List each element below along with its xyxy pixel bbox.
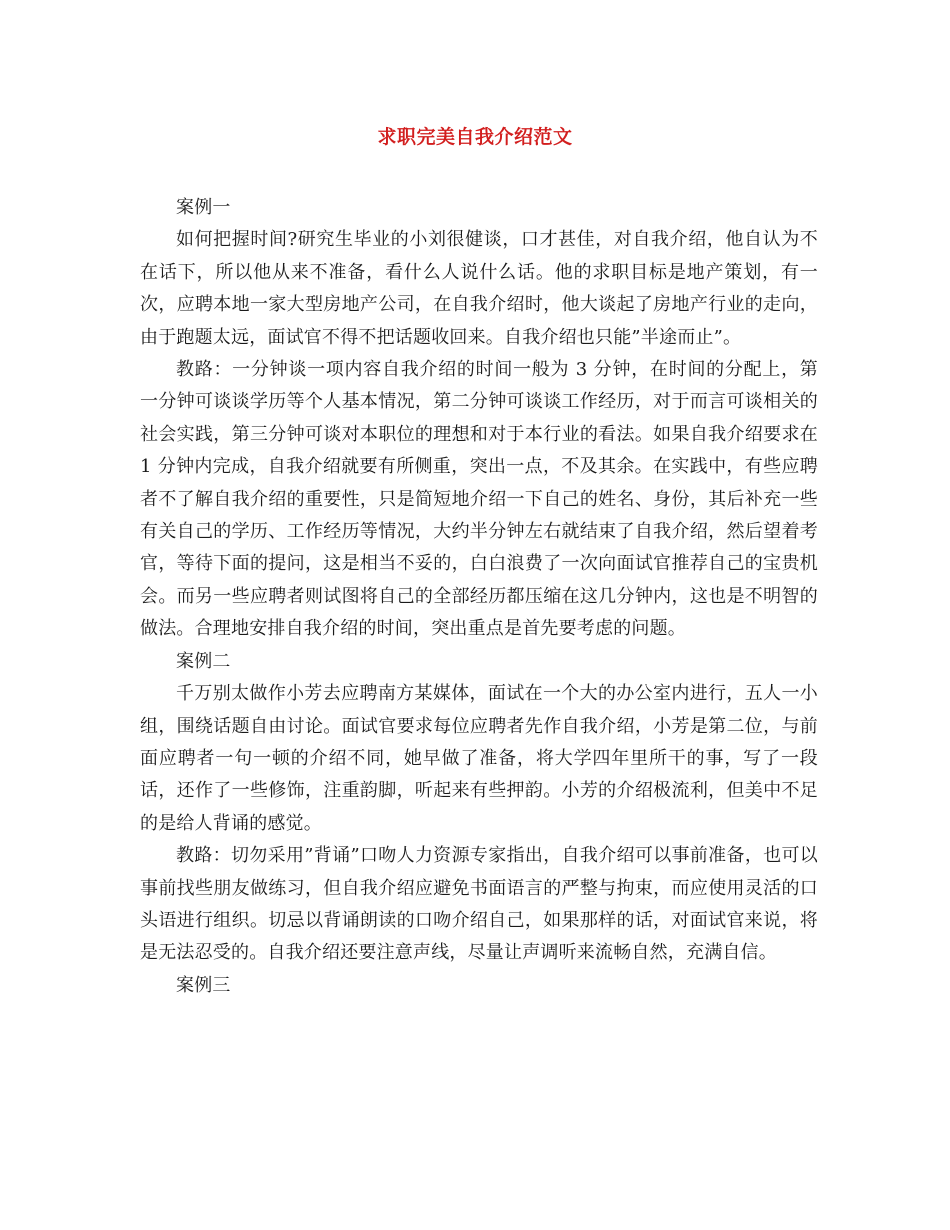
case-two-lesson: 教路：切勿采用”背诵”口吻人力资源专家指出，自我介绍可以事前准备，也可以事前找些朋友做练习，但自我介绍应避免书面语言的严整与拘束，而应使用灵活的口头语进行组织。切忌以背诵朗读的口吻介绍自己，如果那样的话，对面试官来说，将是无法忍受的。自我介绍还要注意声线，尽量让声调听来流畅自然，充满自信。	[140, 845, 818, 964]
document-body	[140, 192, 818, 1002]
case-one-story: 如何把握时间?研究生毕业的小刘很健谈，口才甚佳，对自我介绍，他自认为不在话下，所以他从来不准备，看什么人说什么话。他的求职目标是地产策划，有一次，应聘本地一家大型房地产公司，在自我介绍时，他大谈起了房地产行业的走向，由于跑题太远，面试官不得不把话题收回来。自我介绍也只能”半途而止”。	[140, 229, 818, 348]
case-two-heading: 案例二	[176, 650, 231, 672]
case-one-lesson: 教路：一分钟谈一项内容自我介绍的时间一般为 3 分钟，在时间的分配上，第一分钟可谈谈学历等个人基本情况，第二分钟可谈谈工作经历，对于而言可谈相关的社会实践，第三分钟可谈对本职位的理想和对于本行业的看法。如果自我介绍要求在 1 分钟内完成，自我介绍就要有所侧重，突出一点，不及其余。在实践中，有些应聘者不了解自我介绍的重要性，只是简短地介绍一下自己的姓名、身份，其后补充一些有关自己的学历、工作经历等情况，大约半分钟左右就结束了自我介绍，然后望着考官，等待下面的提问，这是相当不妥的，白白浪费了一次向面试官推荐自己的宝贵机会。而另一些应聘者则试图将自己的全部经历都压缩在这几分钟内，这也是不明智的做法。合理地安排自我介绍的时间，突出重点是首先要考虑的问题。	[140, 359, 818, 640]
case-two-story: 千万别太做作小芳去应聘南方某媒体，面试在一个大的办公室内进行，五人一小组，围绕话题自由讨论。面试官要求每位应聘者先作自我介绍，小芳是第二位，与前面应聘者一句一顿的介绍不同，她早做了准备，将大学四年里所干的事，写了一段话，还作了一些修饰，注重韵脚，听起来有些押韵。小芳的介绍极流利，但美中不足的是给人背诵的感觉。	[140, 683, 818, 834]
case-one-heading: 案例一	[176, 197, 231, 218]
case-three-heading: 案例三	[176, 974, 231, 996]
document-title: 求职完美自我介绍范文	[377, 126, 573, 148]
